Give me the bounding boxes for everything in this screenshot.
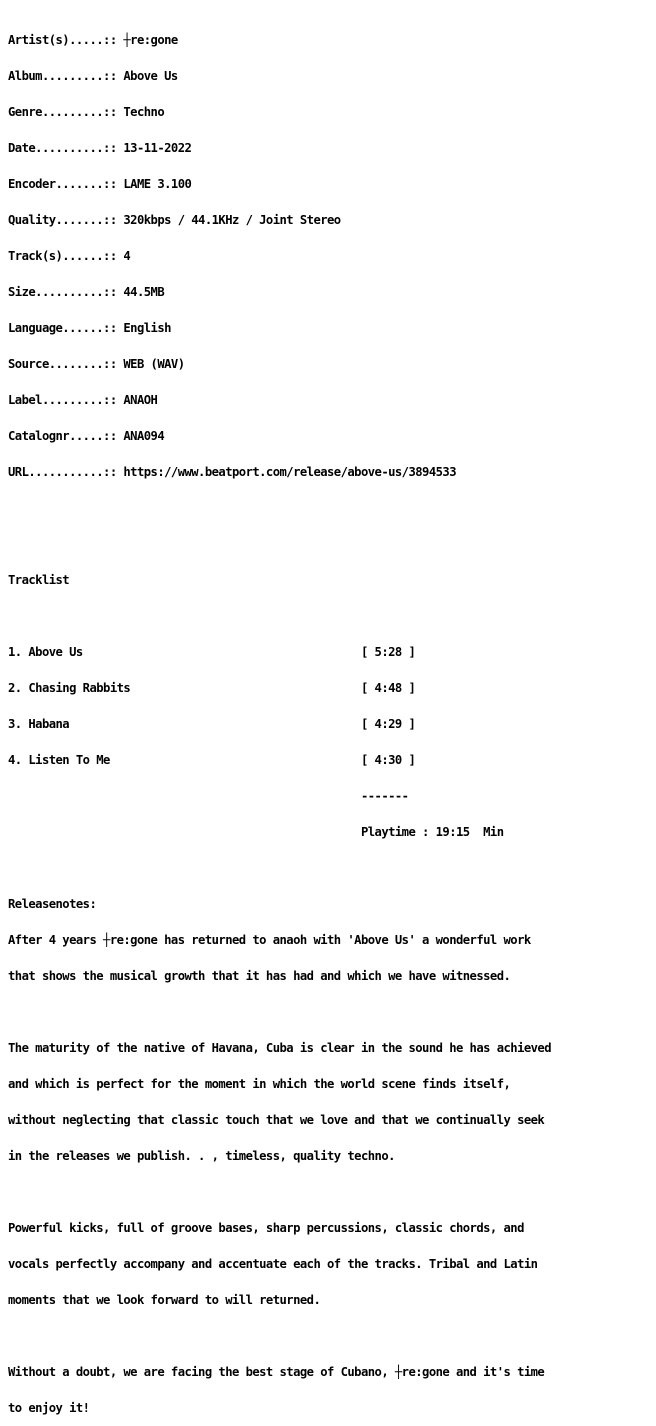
track-row: 2. Chasing Rabbits [ 4:48 ] — [8, 681, 416, 695]
releasenotes-text: without neglecting that classic touch that we love and that we continually seek — [8, 1113, 545, 1127]
meta-genre: Genre.........:: Techno — [8, 105, 165, 119]
meta-tracks: Track(s)......:: 4 — [8, 249, 131, 263]
releasenotes-text: and which is perfect for the moment in which the world scene finds itself, — [8, 1077, 511, 1091]
meta-catalognr: Catalognr.....:: ANA094 — [8, 429, 165, 443]
track-row: 3. Habana [ 4:29 ] — [8, 717, 416, 731]
blank-line — [8, 1330, 551, 1342]
blank-line — [8, 1006, 551, 1018]
releasenotes-text: that shows the musical growth that it has had and which we have witnessed. — [8, 969, 511, 983]
releasenotes-text: vocals perfectly accompany and accentuate each of the tracks. Tribal and Latin — [8, 1257, 538, 1271]
meta-language: Language......:: English — [8, 321, 171, 335]
meta-date: Date..........:: 13-11-2022 — [8, 141, 192, 155]
meta-encoder: Encoder.......:: LAME 3.100 — [8, 177, 192, 191]
releasenotes-text: The maturity of the native of Havana, Cuba is clear in the sound he has achieved — [8, 1041, 552, 1055]
blank-line — [8, 502, 551, 514]
tracklist-divider: ------- — [8, 789, 409, 803]
meta-size: Size..........:: 44.5MB — [8, 285, 165, 299]
blank-line — [8, 610, 551, 622]
meta-source: Source........:: WEB (WAV) — [8, 357, 185, 371]
track-row: 4. Listen To Me [ 4:30 ] — [8, 753, 416, 767]
tracklist-heading: Tracklist — [8, 573, 70, 587]
blank-line — [8, 862, 551, 874]
releasenotes-heading: Releasenotes: — [8, 897, 97, 911]
meta-label: Label.........:: ANAOH — [8, 393, 158, 407]
releasenotes-text: to enjoy it! — [8, 1401, 90, 1415]
releasenotes-text: Powerful kicks, full of groove bases, sharp percussions, classic chords, and — [8, 1221, 524, 1235]
blank-line — [8, 1186, 551, 1198]
releasenotes-text: in the releases we publish. . , timeless, quality techno. — [8, 1149, 395, 1163]
releasenotes-text: After 4 years ┼re:gone has returned to anaoh with 'Above Us' a wonderful work — [8, 933, 531, 947]
meta-quality: Quality.......:: 320kbps / 44.1KHz / Joint Stereo — [8, 213, 341, 227]
track-row: 1. Above Us [ 5:28 ] — [8, 645, 416, 659]
nfo-text — [8, 10, 551, 1426]
meta-url: URL...........:: https://www.beatport.com/release/above-us/3894533 — [8, 465, 456, 479]
releasenotes-text: Without a doubt, we are facing the best stage of Cubano, ┼re:gone and it's time — [8, 1365, 545, 1379]
meta-artist: Artist(s).....:: ┼re:gone — [8, 33, 178, 47]
playtime-total: Playtime : 19:15 Min — [8, 825, 504, 839]
blank-line — [8, 538, 551, 550]
releasenotes-text: moments that we look forward to will returned. — [8, 1293, 321, 1307]
meta-album: Album.........:: Above Us — [8, 69, 178, 83]
